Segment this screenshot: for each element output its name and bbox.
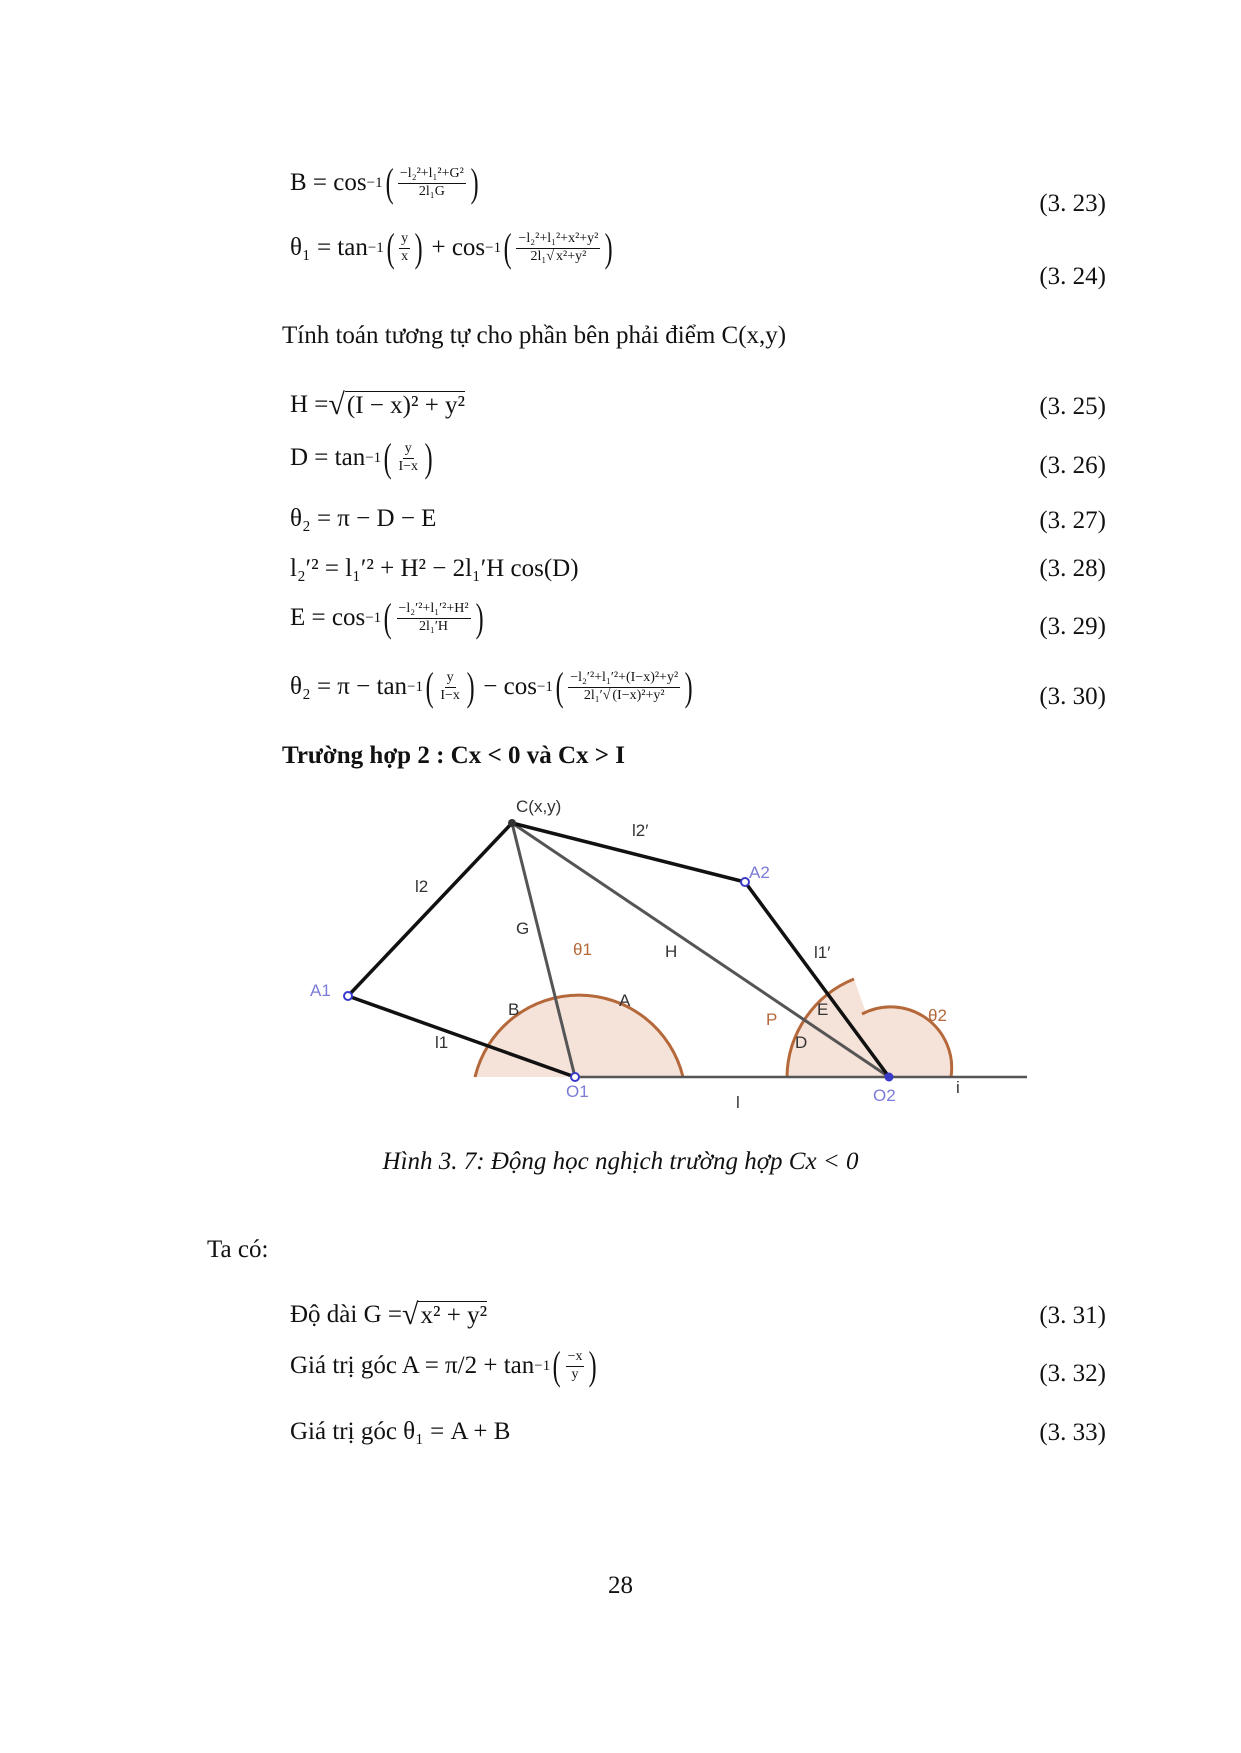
- label-C: C(x,y): [516, 797, 562, 816]
- label-A: A: [619, 991, 631, 1010]
- label-i: i: [956, 1078, 960, 1097]
- equation-3-24: θ₁ = tan −1 ( $\frac{y}{x}$ ) + cos −1 ( $\frac{\text{−l₂²+l₁²+x²+y²}}{\text{2l₁√ x²+y²}}$ ): [290, 225, 614, 270]
- figure-caption: Hình 3. 7: Động học nghịch trường hợp Cx < 0: [382, 1148, 859, 1175]
- equation-number: (3. 25): [1039, 393, 1106, 420]
- page-number: 28: [608, 1572, 633, 1599]
- equation-3-26: D = tan −1 ( $\frac{y}{I-x}$ ): [290, 435, 433, 480]
- equation-number: (3. 28): [1039, 555, 1106, 582]
- equation-number: (3. 33): [1039, 1419, 1106, 1446]
- equation-3-33: Giá trị góc θ₁ = A + B: [290, 1418, 511, 1445]
- label-l1p: l1′: [814, 943, 831, 962]
- label-H: H: [665, 942, 678, 961]
- equation-number: (3. 24): [1039, 263, 1106, 290]
- label-theta1: θ1: [573, 940, 592, 959]
- link-l2: [348, 823, 512, 996]
- equation-number: (3. 30): [1039, 683, 1106, 710]
- label-E: E: [817, 1000, 829, 1019]
- equation-number: (3. 27): [1039, 507, 1106, 534]
- equation-number: (3. 32): [1039, 1360, 1106, 1387]
- point-O2: [885, 1073, 894, 1082]
- equation-3-31: Độ dài G = √ x² + y²: [290, 1298, 488, 1331]
- section-heading-case-2: Trường hợp 2 : Cx < 0 và Cx > I: [282, 742, 625, 769]
- theta1-arc: [475, 995, 683, 1077]
- link-l2p: [512, 823, 745, 882]
- equation-number: (3. 29): [1039, 613, 1106, 640]
- label-l2: l2: [415, 877, 429, 896]
- point-A1: [344, 992, 352, 1000]
- label-O1: O1: [566, 1082, 589, 1101]
- label-O2: O2: [873, 1086, 896, 1105]
- equation-3-28: l₂′² = l₁′² + H² − 2l₁′H cos(D): [290, 555, 579, 582]
- label-P: P: [766, 1010, 778, 1029]
- equation-3-29: E = cos −1 ( $\frac{\text{−l₂′²+l₁′²+H²}}{\text{2l₁′H}}$ ): [290, 595, 484, 640]
- equation-3-30: θ₂ = π − tan −1 ( $\frac{y}{I-x}$ ) − cos −1 ( $\frac{\text{−l₂′²+l₁′²+(I−x)²+y²}}{\text{2l₁′√ (I−x)²+y²}}$ ): [290, 664, 693, 709]
- equation-3-32: Giá trị góc A = π/2 + tan −1 ( $\frac{-x}{y}$ ): [290, 1343, 598, 1388]
- paragraph-ta-co: Ta có:: [207, 1236, 269, 1263]
- label-theta2: θ2: [928, 1006, 947, 1025]
- equation-number: (3. 31): [1039, 1302, 1106, 1329]
- point-A2: [741, 878, 749, 886]
- equation-3-25: H = √ (I − x)² + y²: [290, 388, 466, 421]
- label-A2: A2: [749, 863, 770, 882]
- equation-number: (3. 26): [1039, 452, 1106, 479]
- paragraph-intro-right: Tính toán tương tự cho phần bên phải điểm C(x,y): [282, 322, 787, 349]
- label-G: G: [516, 919, 530, 938]
- label-B: B: [508, 1000, 520, 1019]
- point-C: [508, 819, 516, 827]
- label-l: l: [736, 1093, 740, 1112]
- label-A1: A1: [310, 981, 331, 1000]
- equation-3-23: B = cos −1 ( $\frac{\text{−l₂²+l₁²+G²}}{\text{2l₁G}}$ ): [290, 160, 479, 205]
- equation-3-27: θ₂ = π − D − E: [290, 505, 437, 532]
- label-D: D: [795, 1033, 808, 1052]
- label-l1: l1: [435, 1033, 449, 1052]
- point-O1: [571, 1073, 579, 1081]
- label-l2p: l2′: [632, 821, 649, 840]
- equation-number: (3. 23): [1039, 190, 1106, 217]
